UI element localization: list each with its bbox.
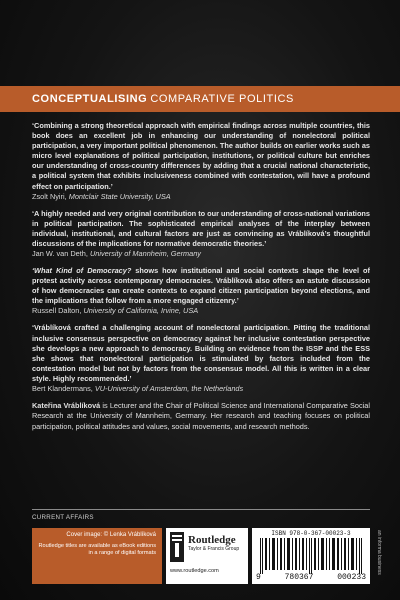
routledge-logo-icon [170,532,184,562]
endorser-name: Jan W. van Deth, [32,249,88,259]
publisher-text [188,532,239,552]
endorsement-quote-3 [32,266,370,306]
endorser-name: Zsolt Nyiri, [32,191,67,201]
endorsement-quote-2: ‘A highly needed and very original contribution to our understanding of cross-national variations in political participation. The sophisticated empirical analyses of the interplay between individual, institutional, and cultural factors are just as convincing as Vráblíková’s thoughtful discussions of the implications for normative democratic theories.’ [32,208,370,248]
author-bio-text: is Lecturer and the Chair of Political Science and International Comparative Social Research at the University of Mannheim, Germany. Her research and teaching focuses on political participation, political attitudes and values, social movements, and research methods. [32,400,370,431]
series-banner [0,86,400,112]
barcode-left-digits: 780367 [284,573,314,582]
endorser-affiliation: University of California, Irvine, USA [83,306,199,316]
endorsement-quote-1: ‘Combining a strong theoretical approach with empirical findings across multiple countries, this book does an excellent job in enhancing our understanding of nonelectoral political participation, a very important political phenomenon. The author builds on earlier works such as micro level explanations of political participation, institutions, or political culture but enriches our understanding of cross-country differences by adding that a crucial national characteristic, a political system that exhibits inclusiveness combined with contestation, will have a profound effect on participation.’ [32,121,370,191]
barcode-lead-digit: 9 [256,573,261,582]
publisher-tagline: an informa business [376,530,382,575]
endorser-name: Bert Klandermans, [32,383,93,393]
publisher-website: www.routledge.com [170,568,219,574]
publisher-name: Routledge [188,534,236,546]
barcode-icon [256,538,366,574]
author-bio [32,401,370,432]
book-title-italic: ‘What Kind of Democracy? [32,266,132,276]
endorser-affiliation: University of Mannheim, Germany [89,249,201,259]
publisher-group: Taylor & Francis Group [188,546,240,552]
publisher-logo [170,532,244,562]
endorsement-attribution-4 [32,384,370,394]
series-title-rest: COMPARATIVE POLITICS [150,93,294,105]
publisher-box [166,528,248,584]
barcode-digits [256,573,366,582]
endorser-name: Russell Dalton, [32,306,82,316]
isbn-barcode [252,528,370,584]
subject-category: CURRENT AFFAIRS [32,514,94,521]
isbn-label: ISBN 978-0-367-00023-3 [271,530,351,537]
cover-credit-box [32,528,162,584]
endorsement-text: shows how institutional and social contexts shape the level of protest activity across contemporary democracies. Vráblíková also offers an astute discussion of how democracies can create contexts to expand citizen participation beyond elections, and the implications that follow from a more engaged citizenry.’ [32,266,370,306]
endorsement-attribution-1 [32,192,370,202]
endorser-affiliation: VU-University of Amsterdam, the Netherlands [94,383,244,393]
endorsement-attribution-2 [32,249,370,259]
cover-image-credit: Cover image: © Lenka Vráblíková [66,532,156,538]
divider [32,509,370,510]
barcode-right-digits: 000233 [337,573,366,582]
endorsements [32,121,370,439]
endorsement-attribution-3 [32,306,370,316]
ebook-note: Routledge titles are available as eBook editions in a range of digital formats [38,543,156,556]
series-title-strong: CONCEPTUALISING [32,93,148,105]
endorsement-quote-4: ‘Vráblíková crafted a challenging account of nonelectoral participation. Pitting the traditional inclusive consensus perspective on democracy against her inclusive contestation perspective she develops a new approach to democracy. Building on evidence from the ISSP and the ESS she shows that nonelectoral participation is stimulated by factors included from the contestation model but not by factors from the consensus model. All this is written in a clear style. Highly recommended.’ [32,323,370,383]
author-name: Kateřina Vráblíková [32,400,101,410]
endorser-affiliation: Montclair State University, USA [68,191,171,201]
